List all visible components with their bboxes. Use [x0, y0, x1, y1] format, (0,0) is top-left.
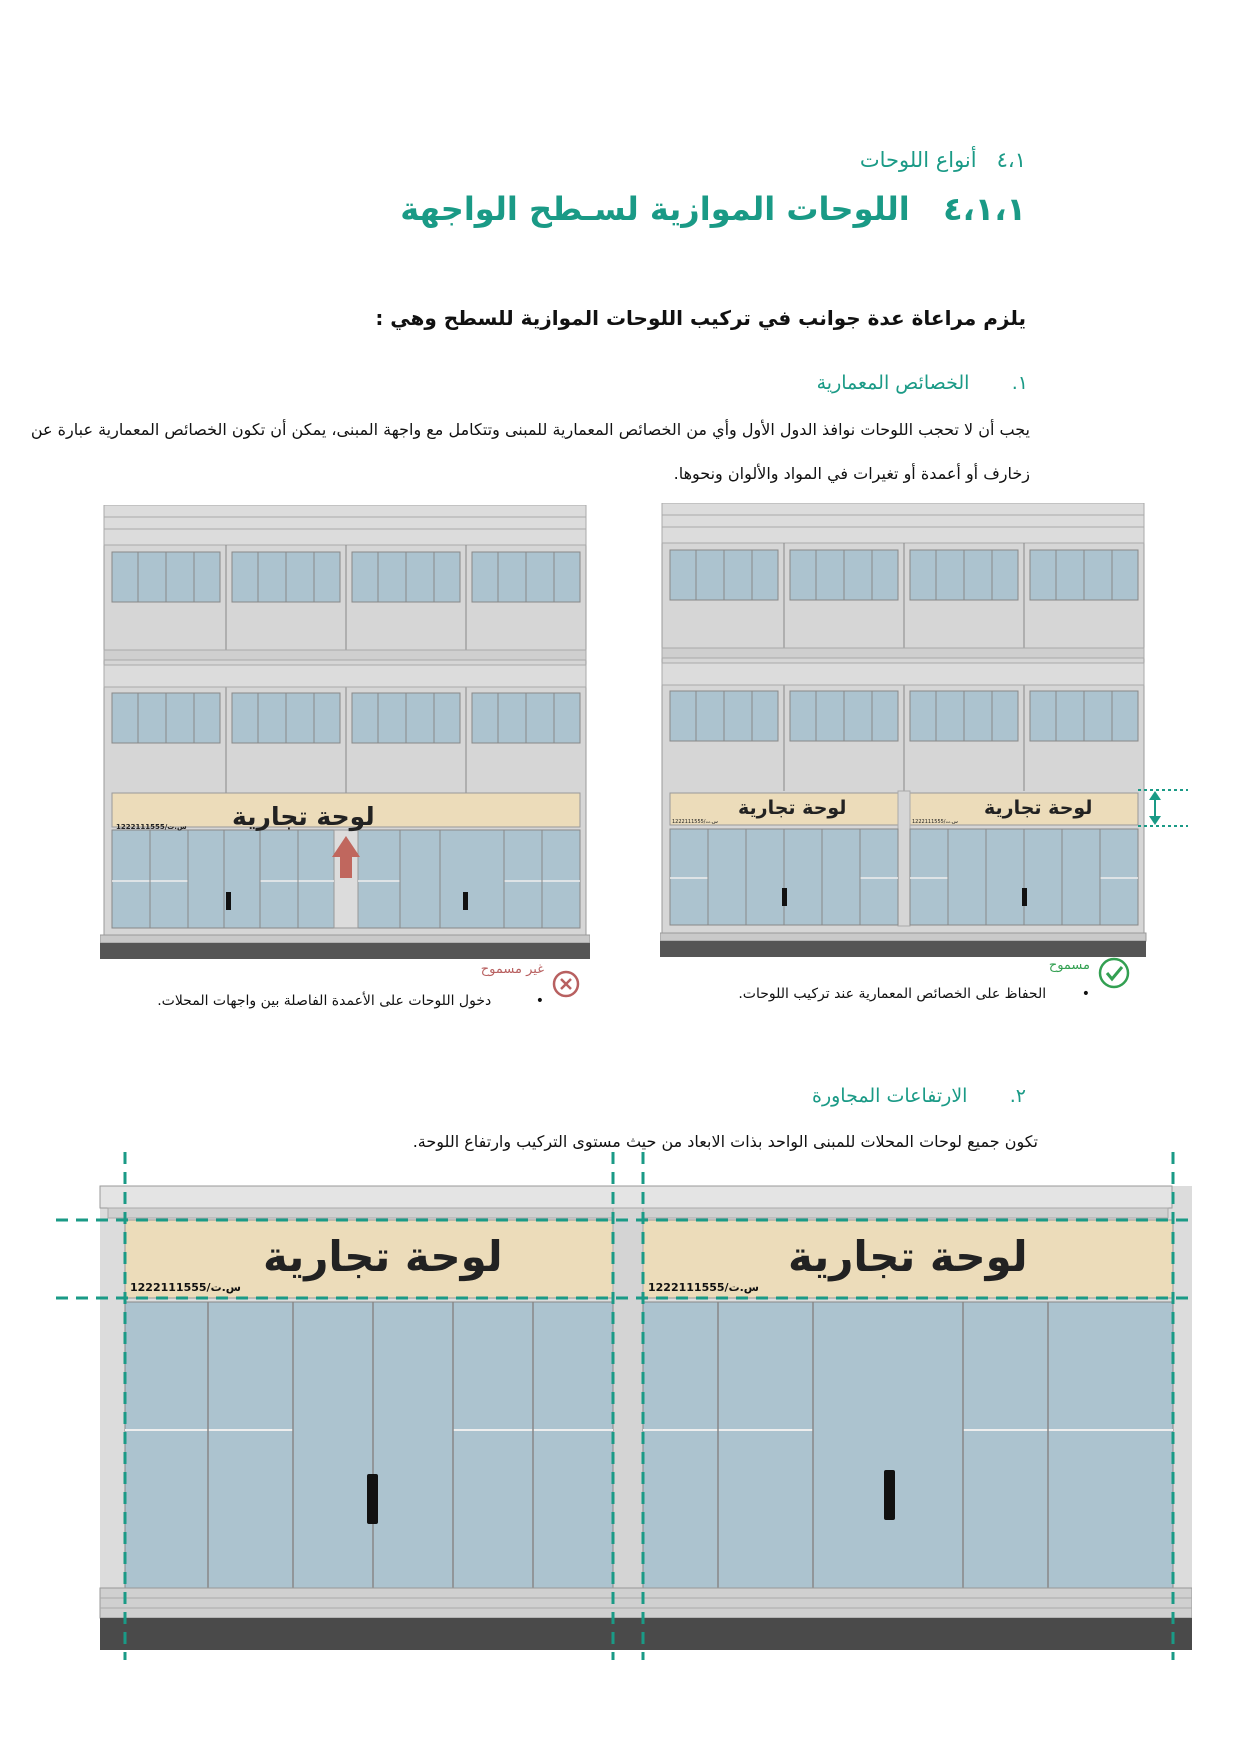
storefront-elevation: [48, 1150, 1192, 1660]
sign-text-allowed-2: لوحة تجارية: [984, 797, 1093, 819]
status-not-allowed: غير مسموح: [480, 962, 544, 977]
subsection-title: اللوحات الموازية لسـطح الواجهة: [400, 190, 910, 228]
section-title: أنواع اللوحات: [859, 148, 977, 172]
item2-number: ٢.: [1009, 1085, 1026, 1107]
item1-paragraph-line1: يجب أن لا تحجب اللوحات نوافذ الدول الأول وأي من الخصائص المعمارية للمبنى وتتكامل مع واجهة المبنى، يمكن أن تكون الخصائص المعمارية عبارة عن: [30, 420, 1030, 439]
sign-text-not-allowed: لوحة تجارية: [232, 802, 375, 831]
cr-number-bottom-right: 1222111555/س.ت: [648, 1281, 759, 1294]
cr-number-bottom-left: 1222111555/س.ت: [130, 1281, 241, 1294]
section-number: ٤،١: [996, 148, 1026, 172]
item2-heading: [812, 1085, 1026, 1107]
item1-paragraph-line2: زخارف أو أعمدة أو تغيرات في المواد والألوان ونحوها.: [673, 464, 1030, 483]
subsection-number: ٤،١،١: [943, 190, 1026, 228]
sign-text-bottom-left: لوحة تجارية: [263, 1232, 503, 1281]
item1-title: الخصائص المعمارية: [816, 372, 970, 394]
check-icon: [1097, 956, 1131, 990]
figure-allowed: [660, 503, 1190, 958]
item1-number: ١.: [1011, 372, 1028, 394]
figure-adjacent-heights: [48, 1150, 1192, 1660]
forbidden-icon: [551, 969, 581, 999]
building-elevation-not-allowed: [100, 505, 590, 960]
bullet: •: [535, 993, 544, 1009]
cr-number-allowed-1: 1222111555/س.ت: [672, 819, 718, 825]
caption-not-allowed-text: دخول اللوحات على الأعمدة الفاصلة بين واجهات المحلات.: [157, 993, 492, 1009]
status-allowed: مسموح: [1048, 958, 1090, 973]
bullet: •: [1081, 986, 1090, 1002]
figure-not-allowed: [100, 505, 590, 960]
item2-paragraph: تكون جميع لوحات المحلات للمبنى الواحد بذات الابعاد من حيث مستوى التركيب وارتفاع اللوحة.: [412, 1132, 1038, 1151]
cr-number-allowed-2: 1222111555/س.ت: [912, 819, 958, 825]
caption-not-allowed: [157, 993, 544, 1009]
intro-text: يلزم مراعاة عدة جوانب في تركيب اللوحات الموازية للسطح وهي :: [375, 306, 1026, 330]
building-elevation-allowed: [660, 503, 1190, 958]
caption-allowed: [738, 986, 1090, 1002]
cr-number-not-allowed: 1222111555/س.ت: [116, 823, 187, 831]
sign-text-allowed-1: لوحة تجارية: [738, 797, 847, 819]
subsection-heading: [400, 190, 1026, 228]
section-heading: [860, 148, 1026, 172]
sign-text-bottom-right: لوحة تجارية: [788, 1232, 1028, 1281]
caption-allowed-text: الحفاظ على الخصائص المعمارية عند تركيب اللوحات.: [738, 986, 1047, 1002]
item2-title: الارتفاعات المجاورة: [812, 1085, 968, 1107]
item1-heading: [817, 372, 1028, 394]
